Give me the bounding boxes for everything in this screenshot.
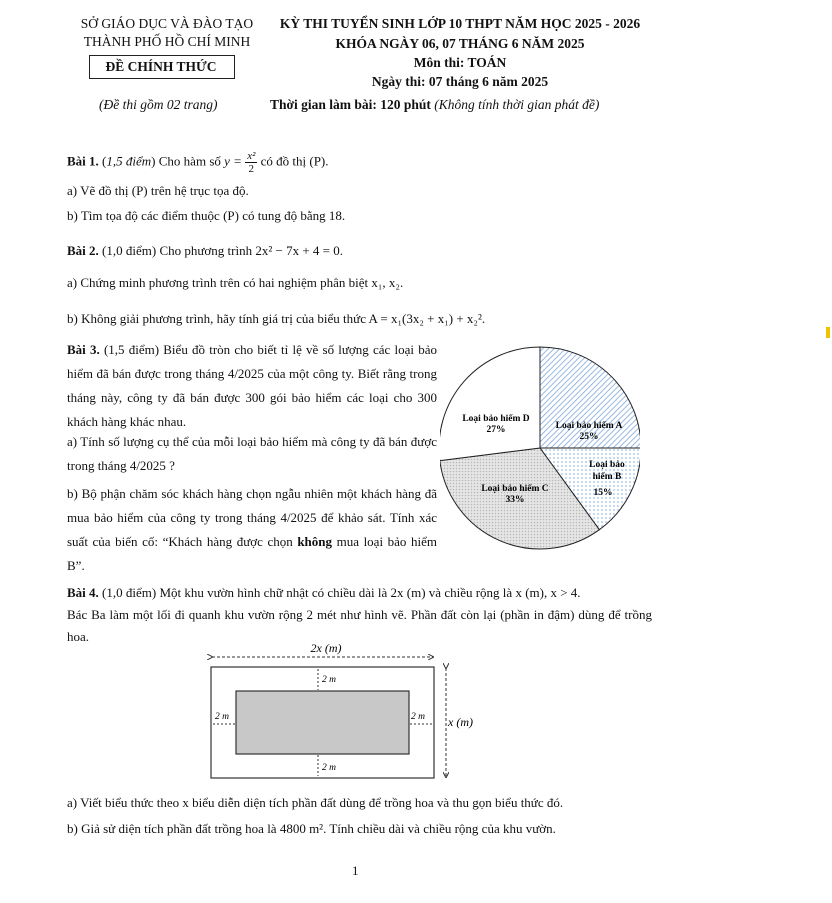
bai1-frac-den: 2 <box>248 163 255 175</box>
bai1-part-a: a) Vẽ đồ thị (P) trên hệ trục tọa độ. <box>67 183 249 198</box>
bai1-fraction <box>245 150 257 175</box>
path-top-label: 2 m <box>322 675 336 685</box>
bai2-points: (1,0 điểm) <box>98 243 157 258</box>
width-label: x (m) <box>448 715 473 729</box>
page-number: 1 <box>352 863 359 878</box>
time-line <box>270 97 599 113</box>
bai1-points-num: 1,5 <box>106 153 123 169</box>
pie-label-a-name: Loại bảo hiểm A <box>555 421 623 431</box>
pie-slice-d <box>440 347 540 461</box>
bai3-b-bold: không <box>297 534 333 549</box>
bai3-part-b <box>67 482 437 578</box>
exam-date: Ngày thi: 07 tháng 6 năm 2025 <box>371 74 549 89</box>
department-line2: THÀNH PHỐ HỒ CHÍ MINH <box>83 34 251 49</box>
pie-label-c-name: Loại bảo hiểm C <box>481 484 549 494</box>
bai2-stem <box>67 242 343 259</box>
bai3-b-post: mua loại bảo hiểm B”. <box>67 534 437 573</box>
pie-label-d-name: Loại bảo hiểm D <box>462 414 530 424</box>
bai3-stem <box>67 338 437 434</box>
bai1-stem <box>67 150 329 175</box>
exam-title: KỲ THI TUYỂN SINH LỚP 10 THPT NĂM HỌC 2025 - 2026 <box>279 16 641 31</box>
insurance-pie-chart <box>440 332 640 562</box>
exam-days: KHÓA NGÀY 06, 07 THÁNG 6 NĂM 2025 <box>335 36 585 51</box>
bai4-text2: Bác Ba làm một lối đi quanh khu vườn rộng 2 mét như hình vẽ. Phần đất còn lại (phần in đậm) dùng để trồng hoa. <box>67 607 652 644</box>
bai4-label: Bài 4. <box>67 585 99 600</box>
bai3-label: Bài 3. <box>67 342 100 357</box>
bai1-points-word: điểm <box>122 153 152 169</box>
path-left-label: 2 m <box>215 712 229 722</box>
bai1-intro: Cho hàm số <box>155 153 225 169</box>
bai3-b-pre: b) Bộ phận chăm sóc khách hàng chọn ngẫu nhiên một khách hàng đã mua bảo hiểm của công ty trong tháng 4/2025 để khảo sát. Tính xác suất của biến cố: “Khách hàng được chọn <box>67 486 437 549</box>
pie-label-a-value: 25% <box>579 432 599 442</box>
time-bold: Thời gian làm bài: 120 phút <box>270 97 431 112</box>
edge-marker <box>826 327 830 338</box>
bai1-y-eq: y = <box>224 153 242 169</box>
bai1-points-close: ) <box>151 153 156 169</box>
garden-diagram <box>200 635 490 785</box>
pie-label-b-line1: Loại bảo <box>589 460 625 470</box>
bai1-part-b: b) Tìm tọa độ các điểm thuộc (P) có tung độ bằng 18. <box>67 208 346 223</box>
bai4-intro: Một khu vườn hình chữ nhật có chiều dài là 2x (m) và chiều rộng là x (m), x > 4. <box>156 585 581 600</box>
official-label: ĐỀ CHÍNH THỨC <box>105 59 217 74</box>
bai1-label: Bài 1. <box>67 153 99 169</box>
bai2-part-b: b) Không giải phương trình, hãy tính giá trị của biểu thức A = x₁(3x₂ + x₁) + x₂². <box>67 311 486 326</box>
bai4-part-a: a) Viết biểu thức theo x biểu diễn diện tích phần đất dùng để trồng hoa và thu gọn biểu thức đó. <box>67 795 564 810</box>
flower-bed <box>236 691 409 754</box>
bai1-points-open: ( <box>98 153 107 169</box>
pie-label-b-value: 15% <box>593 488 613 498</box>
bai3-points: (1,5 điểm) <box>99 342 160 357</box>
bai2-intro: Cho phương trình 2x² − 7x + 4 = 0. <box>156 243 343 258</box>
bai1-tail: có đồ thị (P). <box>257 153 329 169</box>
length-label: 2x (m) <box>310 641 342 655</box>
path-right-label: 2 m <box>411 712 425 722</box>
bai4-stem <box>67 584 581 601</box>
bai3-text1: Biểu đồ tròn cho biết tỉ lệ về số lượng các loại bảo hiểm đã bán được trong tháng 4/2025 của một công ty. Biết rằng trong tháng này, công ty đã bán được 300 gói bảo hiểm các loại cho 300 khách hàng khác nhau. <box>67 342 437 429</box>
subject: Môn thi: TOÁN <box>413 55 507 70</box>
bai1-frac-num: x² <box>247 150 256 162</box>
pie-label-c-value: 33% <box>505 495 525 505</box>
bai2-part-a: a) Chứng minh phương trình trên có hai nghiệm phân biệt x₁, x₂. <box>67 275 404 290</box>
bai4-part-b: b) Giả sử diện tích phần đất trồng hoa là 4800 m². Tính chiều dài và chiều rộng của khu vườn. <box>67 821 556 836</box>
time-note: (Không tính thời gian phát đề) <box>430 97 600 112</box>
department-line1: SỞ GIÁO DỤC VÀ ĐÀO TẠO <box>80 16 254 31</box>
pages-note: (Đề thi gồm 02 trang) <box>99 97 218 112</box>
path-bottom-label: 2 m <box>322 763 336 773</box>
bai2-label: Bài 2. <box>67 243 99 258</box>
bai3-part-a: a) Tính số lượng cụ thể của mỗi loại bảo hiểm mà công ty đã bán được trong tháng 4/2025 ? <box>67 434 437 473</box>
pie-label-d-value: 27% <box>486 425 506 435</box>
bai4-points: (1,0 điểm) <box>98 585 157 600</box>
pie-label-b-line2: hiểm B <box>592 472 622 482</box>
